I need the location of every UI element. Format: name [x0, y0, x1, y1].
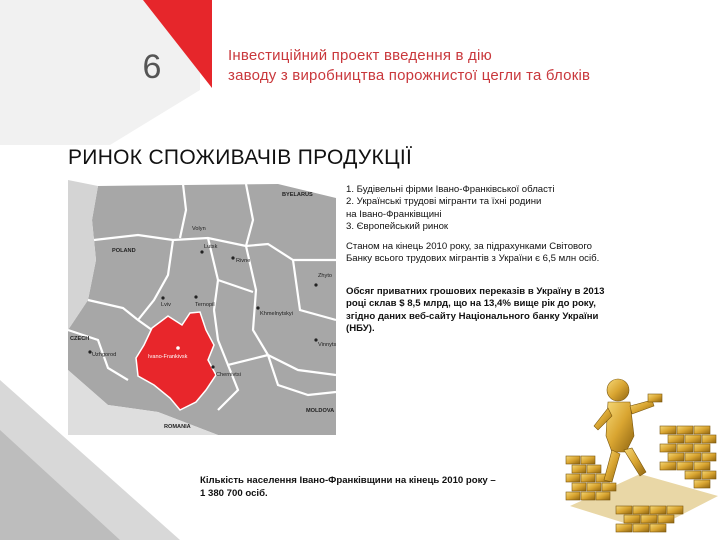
presentation-title-line1: Інвестиційний проект введення в дію	[228, 47, 492, 64]
region-map-graphic	[68, 180, 336, 435]
presentation-title-line2: заводу з виробництва порожнистої цегли та блоків	[228, 67, 591, 84]
brick-wall-illustration	[560, 356, 720, 540]
label-lutsk: Lutsk	[204, 244, 218, 250]
remittances-paragraph	[346, 286, 681, 336]
consumer-item-2: 2. Українські трудові мігранти та їхні родини	[346, 196, 542, 208]
label-belarus: BYELARUS	[282, 192, 313, 198]
remittances-line-4: (НБУ).	[346, 323, 375, 335]
label-zhytomyr: Zhyto	[318, 273, 332, 279]
label-moldova: MOLDOVA	[306, 408, 335, 414]
lutsk-dot	[200, 250, 203, 253]
zhytomyr-dot	[314, 283, 317, 286]
label-romania: ROMANIA	[164, 424, 191, 430]
ivano-frankivsk-dot	[176, 346, 180, 350]
label-chernivtsi: Chernivtsi	[216, 372, 241, 378]
migrants-line-2: Банку всього трудових мігрантів з України є 6,5 млн осіб.	[346, 253, 600, 265]
label-ternopil: Ternopil	[195, 302, 215, 308]
consumer-list	[346, 184, 681, 234]
label-czech: CZECH	[70, 336, 90, 342]
label-poland: POLAND	[112, 248, 136, 254]
khmelnytskyi-dot	[256, 306, 259, 309]
label-vinnytsia: Vinnyts	[318, 342, 336, 348]
consumer-item-3: 3. Європейський ринок	[346, 221, 449, 233]
remittances-line-1: Обсяг приватних грошових переказів в Україну в 2013	[346, 286, 605, 297]
migrants-paragraph	[346, 241, 681, 266]
section-title: РИНОК СПОЖИВАЧІВ ПРОДУКЦІЇ	[68, 146, 413, 169]
chernivtsi-dot	[211, 365, 214, 368]
label-rivne: Rivne	[236, 258, 251, 264]
label-khmelnytskyi: Khmelnytskyi	[260, 311, 293, 317]
population-line-2: 1 380 700 осіб.	[200, 488, 268, 499]
ternopil-dot	[194, 295, 197, 298]
slide-number: 6	[142, 48, 162, 86]
population-line-1: Кількість населення Івано-Франківщини на кінець 2010 року –	[200, 475, 496, 486]
rivne-dot	[231, 256, 234, 259]
label-volyn: Volyn	[192, 226, 206, 232]
migrants-line-1: Станом на кінець 2010 року, за підрахунками Світового	[346, 241, 592, 252]
remittances-line-2: році склав $ 8,5 млрд, що на 13,4% вище рік до року,	[346, 298, 596, 310]
label-ivano-frankivsk: Ivano-Frankivsk	[148, 354, 188, 360]
gold-figure-building-brick-wall-icon	[560, 356, 720, 540]
label-uzhhorod: Uzhgorod	[92, 352, 117, 358]
ukraine-land	[68, 184, 336, 435]
label-lviv: Lviv	[161, 302, 171, 308]
presentation-title	[228, 46, 668, 86]
gold-figure	[594, 379, 662, 482]
consumer-item-2-cont: на Івано-Франківщині	[346, 208, 442, 220]
population-note	[200, 474, 560, 500]
consumer-item-1: 1. Будівельні фірми Івано-Франківської області	[346, 184, 555, 195]
remittances-line-3: згідно даних веб-сайту Національного банку України	[346, 310, 599, 322]
region-map	[68, 180, 336, 435]
lviv-dot	[161, 296, 164, 299]
